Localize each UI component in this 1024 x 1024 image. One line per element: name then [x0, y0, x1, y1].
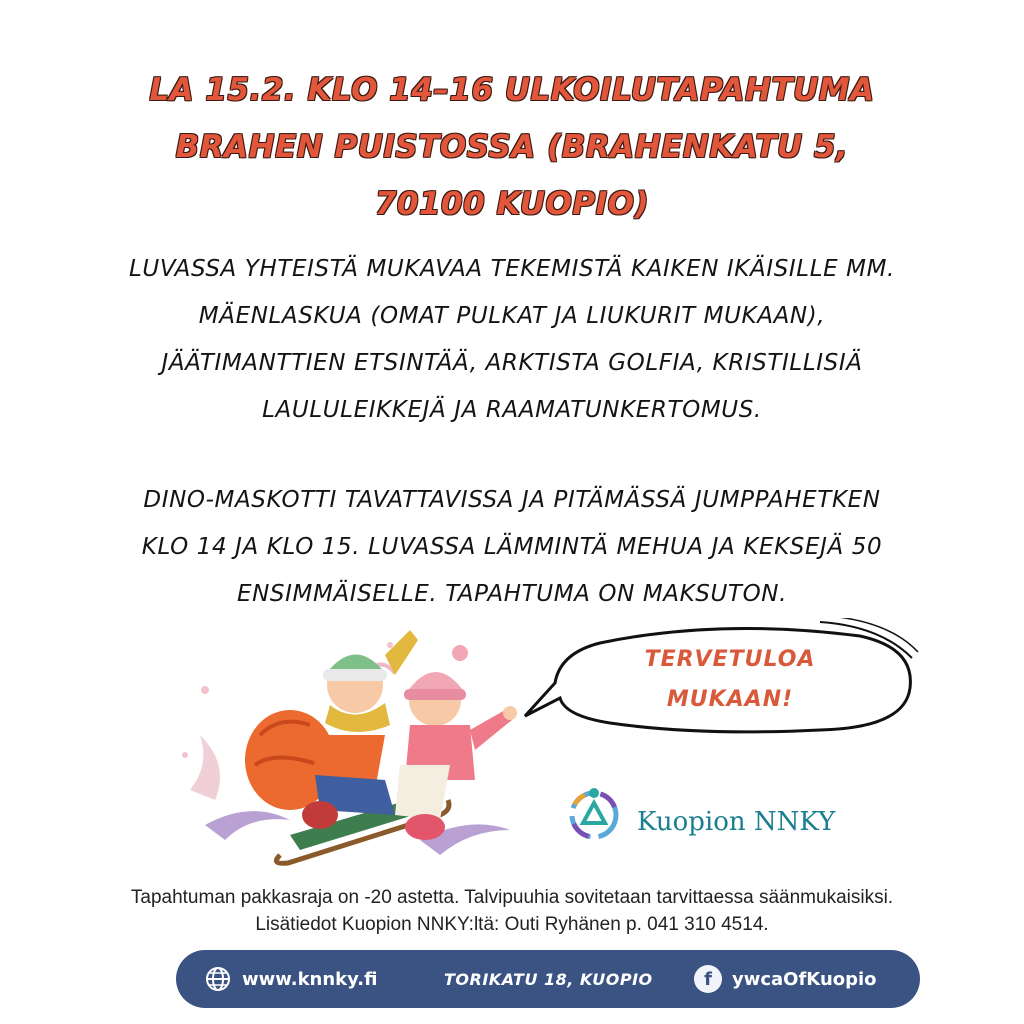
address-text: TORIKATU 18, KUOPIO [444, 969, 653, 989]
event-headline [60, 62, 964, 233]
notes-line: Tapahtuman pakkasraja on -20 astetta. Talvipuuhia sovitetaan tarvittaessa säänmukaisiksi. [130, 887, 894, 908]
facebook-icon: f [694, 965, 722, 993]
description-line: MÄENLASKUA (OMAT PULKAT JA LIUKURIT MUKAAN), [198, 303, 826, 329]
organization-logo [565, 785, 865, 845]
notes-line: Lisätiedot Kuopion NNKY:ltä: Outi Ryhänen p. 041 310 4514. [255, 914, 769, 935]
event-notes [40, 884, 984, 938]
logo-wordmark: Kuopion NNKY [637, 807, 836, 837]
bubble-line: TERVETULOA [644, 647, 816, 672]
nnky-logo-mark-icon [565, 785, 623, 843]
headline-line: 70100 KUOPIO) [374, 186, 650, 222]
description-line: LAULULEIKKEJÄ JA RAAMATUNKERTOMUS. [262, 397, 762, 423]
headline-line: LA 15.2. KLO 14–16 ULKOILUTAPAHTUMA [149, 72, 875, 108]
description-line: LUVASSA YHTEISTÄ MUKAVAA TEKEMISTÄ KAIKEN IKÄISILLE MM. [129, 256, 895, 282]
facebook-handle: ywcaOfKuopio [732, 968, 877, 990]
speech-bubble-text [620, 640, 840, 720]
website-text: www.knnky.fi [242, 968, 378, 990]
description-line: JÄÄTIMANTTIEN ETSINTÄÄ, ARKTISTA GOLFIA, KRISTILLISIÄ [161, 350, 863, 376]
description-paragraph-activities [60, 246, 964, 434]
description-line: KLO 14 JA KLO 15. LUVASSA LÄMMINTÄ MEHUA JA KEKSEJÄ 50 [141, 534, 883, 560]
description-paragraph-mascot [60, 477, 964, 618]
bubble-line: MUKAAN! [666, 687, 794, 712]
headline-line: BRAHEN PUISTOSSA (BRAHENKATU 5, [175, 129, 849, 165]
website-link[interactable] [204, 950, 377, 1008]
sledding-kids-illustration [170, 615, 530, 870]
globe-icon [204, 965, 232, 993]
contact-footer [176, 950, 920, 1008]
facebook-link[interactable] [694, 950, 877, 1008]
description-line: ENSIMMÄISELLE. TAPAHTUMA ON MAKSUTON. [236, 581, 788, 607]
description-line: DINO-MASKOTTI TAVATTAVISSA JA PITÄMÄSSÄ JUMPPAHETKEN [143, 487, 881, 513]
